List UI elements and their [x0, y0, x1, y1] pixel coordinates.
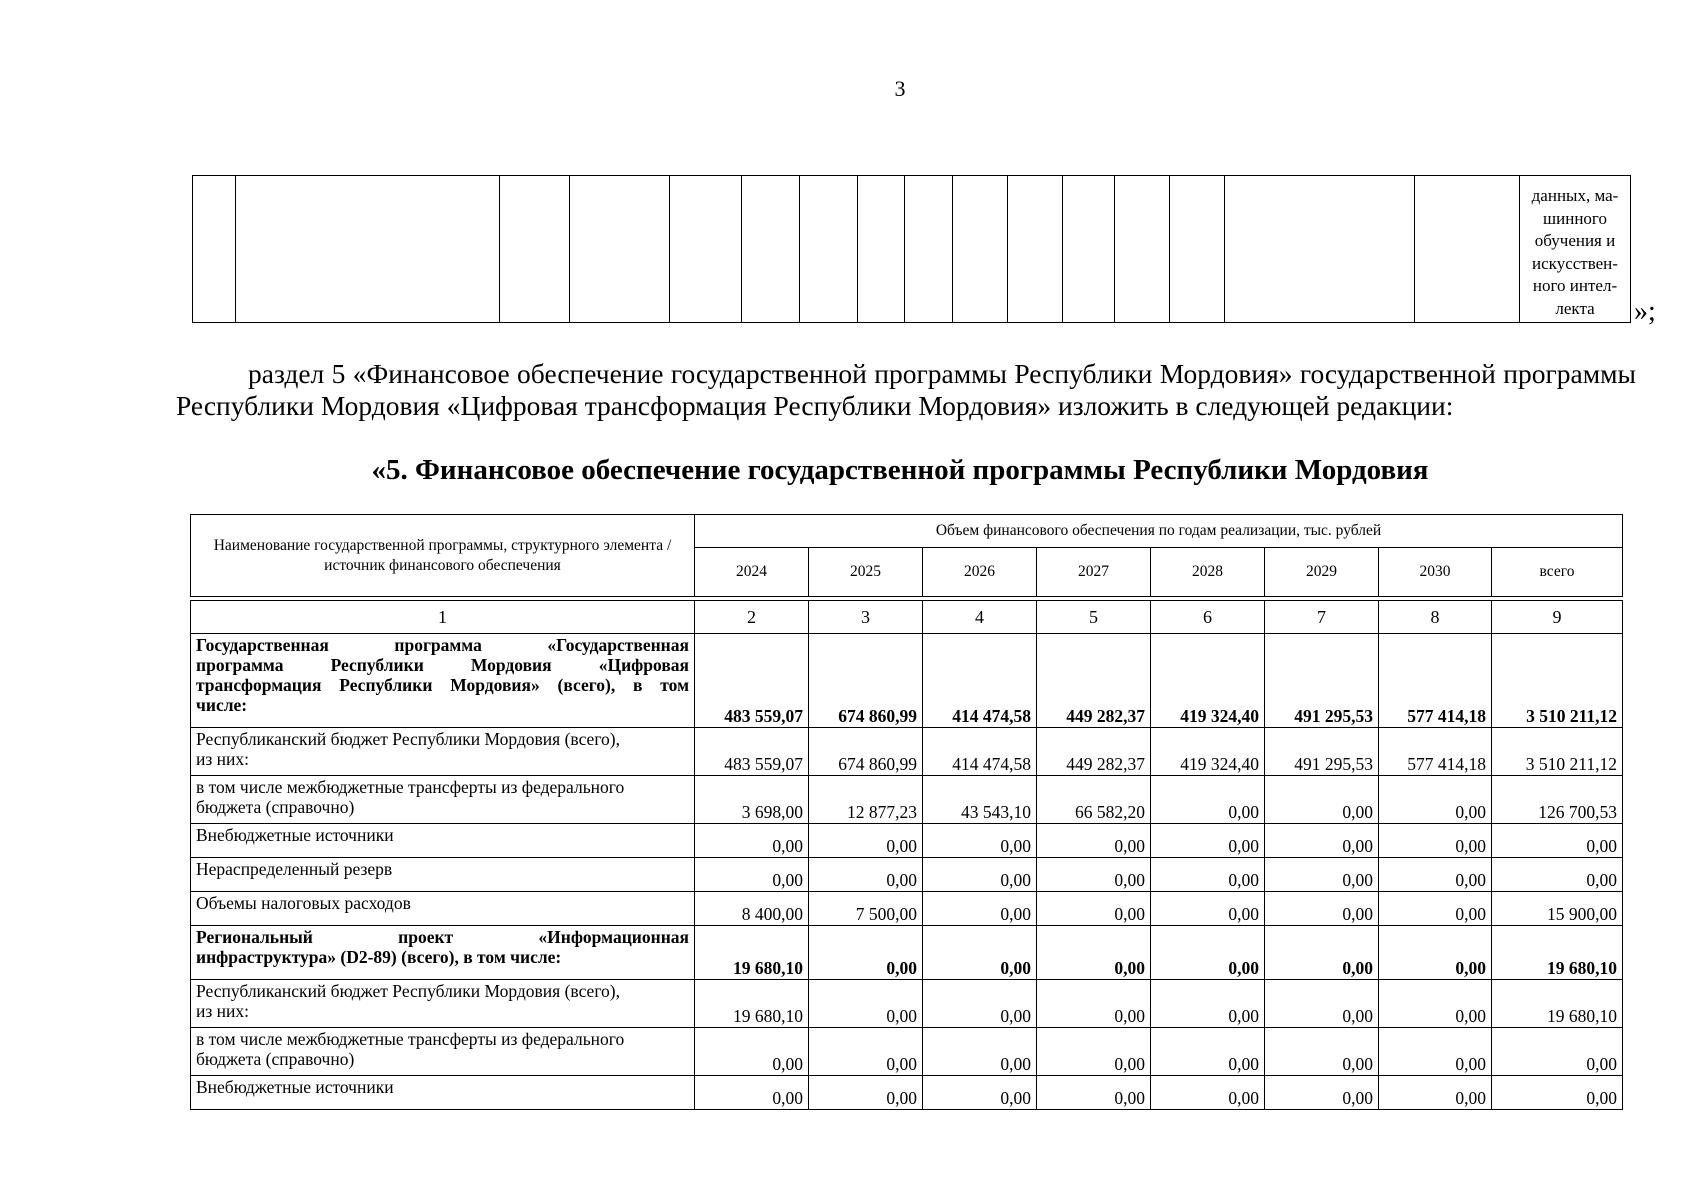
table-row-extrabudgetary	[191, 824, 1623, 858]
year-header: всего	[1492, 548, 1623, 597]
value-cell: 0,00	[923, 980, 1037, 1028]
value-cell: 0,00	[695, 1028, 809, 1076]
table-row-federal-transfers	[191, 776, 1623, 824]
value-cell: 0,00	[1151, 1076, 1265, 1110]
row-label: Государственная программа «Государственная программа Республики Мордовия «Цифровая трансформация Республики Мордовия» (всего), в том числе:	[191, 634, 695, 728]
value-cell: 577 414,18	[1379, 728, 1492, 776]
value-cell: 0,00	[809, 926, 923, 980]
column-number: 6	[1151, 601, 1265, 634]
previous-table-row	[193, 176, 1631, 323]
value-cell: 12 877,23	[809, 776, 923, 824]
value-cell: 0,00	[923, 892, 1037, 926]
value-cell: 19 680,10	[695, 980, 809, 1028]
value-cell: 491 295,53	[1265, 728, 1379, 776]
value-cell: 674 860,99	[809, 728, 923, 776]
value-cell: 0,00	[1037, 824, 1151, 858]
finance-table	[190, 514, 1623, 1110]
value-cell: 0,00	[1265, 926, 1379, 980]
value-cell: 0,00	[1037, 1076, 1151, 1110]
value-cell: 3 510 211,12	[1492, 728, 1623, 776]
column-number: 2	[695, 601, 809, 634]
value-cell: 0,00	[923, 858, 1037, 892]
value-cell: 449 282,37	[1037, 634, 1151, 728]
table-row-program-total	[191, 634, 1623, 728]
value-cell: 19 680,10	[695, 926, 809, 980]
column-number: 1	[191, 601, 695, 634]
value-cell: 8 400,00	[695, 892, 809, 926]
value-cell: 0,00	[1492, 1028, 1623, 1076]
value-cell: 0,00	[1492, 824, 1623, 858]
value-cell: 0,00	[695, 824, 809, 858]
row-label: Республиканский бюджет Республики Мордовия (всего), из них:	[191, 728, 695, 776]
column-number-row	[191, 601, 1623, 634]
year-header: 2024	[695, 548, 809, 597]
intro-paragraph: раздел 5 «Финансовое обеспечение государственной программы Республики Мордовия» государственной программы Республики Мордовия «Цифровая трансформация Республики Мордовия» изложить в следующей редакции:	[176, 358, 1636, 421]
value-cell: 414 474,58	[923, 728, 1037, 776]
previous-table-last-cell: данных, ма- шинного обучения и искусствен- ного интел- лекта	[1520, 176, 1631, 323]
value-cell: 0,00	[809, 824, 923, 858]
value-cell: 0,00	[1151, 926, 1265, 980]
value-cell: 483 559,07	[695, 634, 809, 728]
value-cell: 0,00	[1037, 858, 1151, 892]
column-number: 4	[923, 601, 1037, 634]
row-label: Внебюджетные источники	[191, 1076, 695, 1110]
value-cell: 0,00	[923, 1076, 1037, 1110]
value-cell: 7 500,00	[809, 892, 923, 926]
value-cell: 0,00	[1265, 1028, 1379, 1076]
row-label: в том числе межбюджетные трансферты из федерального бюджета (справочно)	[191, 1028, 695, 1076]
row-label: в том числе межбюджетные трансферты из федерального бюджета (справочно)	[191, 776, 695, 824]
value-cell: 0,00	[695, 858, 809, 892]
row-label: Нераспределенный резерв	[191, 858, 695, 892]
column-number: 7	[1265, 601, 1379, 634]
value-cell: 19 680,10	[1492, 926, 1623, 980]
value-cell: 491 295,53	[1265, 634, 1379, 728]
value-cell: 0,00	[1265, 980, 1379, 1028]
page-number: 3	[894, 76, 906, 101]
value-cell: 419 324,40	[1151, 728, 1265, 776]
year-header: 2029	[1265, 548, 1379, 597]
row-label: Республиканский бюджет Республики Мордовия (всего), из них:	[191, 980, 695, 1028]
value-cell: 0,00	[1265, 892, 1379, 926]
year-header: 2028	[1151, 548, 1265, 597]
value-cell: 0,00	[1037, 1028, 1151, 1076]
value-cell: 19 680,10	[1492, 980, 1623, 1028]
column-header-name: Наименование государственной программы, структурного элемента / источник финансового обеспечения	[191, 515, 695, 597]
value-cell: 483 559,07	[695, 728, 809, 776]
year-header: 2030	[1379, 548, 1492, 597]
value-cell: 0,00	[1492, 1076, 1623, 1110]
value-cell: 0,00	[1379, 824, 1492, 858]
value-cell: 66 582,20	[1037, 776, 1151, 824]
table-row-tax-expenditures	[191, 892, 1623, 926]
value-cell: 0,00	[1379, 1076, 1492, 1110]
value-cell: 0,00	[809, 980, 923, 1028]
column-number: 8	[1379, 601, 1492, 634]
value-cell: 0,00	[1151, 776, 1265, 824]
value-cell: 0,00	[1037, 926, 1151, 980]
year-header: 2027	[1037, 548, 1151, 597]
value-cell: 0,00	[1379, 776, 1492, 824]
value-cell: 414 474,58	[923, 634, 1037, 728]
value-cell: 577 414,18	[1379, 634, 1492, 728]
row-label: Объемы налоговых расходов	[191, 892, 695, 926]
value-cell: 0,00	[1379, 926, 1492, 980]
value-cell: 0,00	[1379, 892, 1492, 926]
value-cell: 126 700,53	[1492, 776, 1623, 824]
value-cell: 3 510 211,12	[1492, 634, 1623, 728]
closing-quote-mark: »;	[1634, 296, 1656, 327]
table-row-reserve	[191, 858, 1623, 892]
value-cell: 0,00	[1151, 824, 1265, 858]
table-row-republican-budget	[191, 980, 1623, 1028]
table-row-regional-project	[191, 926, 1623, 980]
value-cell: 0,00	[1151, 980, 1265, 1028]
value-cell: 0,00	[923, 824, 1037, 858]
value-cell: 419 324,40	[1151, 634, 1265, 728]
value-cell: 0,00	[1265, 1076, 1379, 1110]
previous-table-tail	[192, 175, 1631, 323]
value-cell: 0,00	[1379, 980, 1492, 1028]
year-header: 2026	[923, 548, 1037, 597]
value-cell: 3 698,00	[695, 776, 809, 824]
value-cell: 0,00	[1492, 858, 1623, 892]
row-label: Внебюджетные источники	[191, 824, 695, 858]
value-cell: 15 900,00	[1492, 892, 1623, 926]
table-row-extrabudgetary	[191, 1076, 1623, 1110]
value-cell: 0,00	[1379, 858, 1492, 892]
row-label: Региональный проект «Информационная инфраструктура» (D2-89) (всего), в том числе:	[191, 926, 695, 980]
value-cell: 0,00	[923, 926, 1037, 980]
value-cell: 0,00	[1265, 858, 1379, 892]
value-cell: 0,00	[923, 1028, 1037, 1076]
value-cell: 0,00	[1151, 892, 1265, 926]
value-cell: 0,00	[1151, 858, 1265, 892]
value-cell: 0,00	[1037, 892, 1151, 926]
value-cell: 43 543,10	[923, 776, 1037, 824]
value-cell: 0,00	[1151, 1028, 1265, 1076]
value-cell: 0,00	[809, 858, 923, 892]
header-row	[191, 515, 1623, 548]
value-cell: 0,00	[1265, 776, 1379, 824]
column-number: 9	[1492, 601, 1623, 634]
column-header-volume: Объем финансового обеспечения по годам реализации, тыс. рублей	[695, 515, 1623, 548]
table-row-republican-budget	[191, 728, 1623, 776]
value-cell: 674 860,99	[809, 634, 923, 728]
column-number: 3	[809, 601, 923, 634]
value-cell: 449 282,37	[1037, 728, 1151, 776]
table-row-federal-transfers	[191, 1028, 1623, 1076]
value-cell: 0,00	[1265, 824, 1379, 858]
value-cell: 0,00	[809, 1028, 923, 1076]
value-cell: 0,00	[809, 1076, 923, 1110]
year-header: 2025	[809, 548, 923, 597]
column-number: 5	[1037, 601, 1151, 634]
value-cell: 0,00	[1379, 1028, 1492, 1076]
value-cell: 0,00	[695, 1076, 809, 1110]
section-title: «5. Финансовое обеспечение государственной программы Республики Мордовия	[371, 454, 1429, 486]
value-cell: 0,00	[1037, 980, 1151, 1028]
